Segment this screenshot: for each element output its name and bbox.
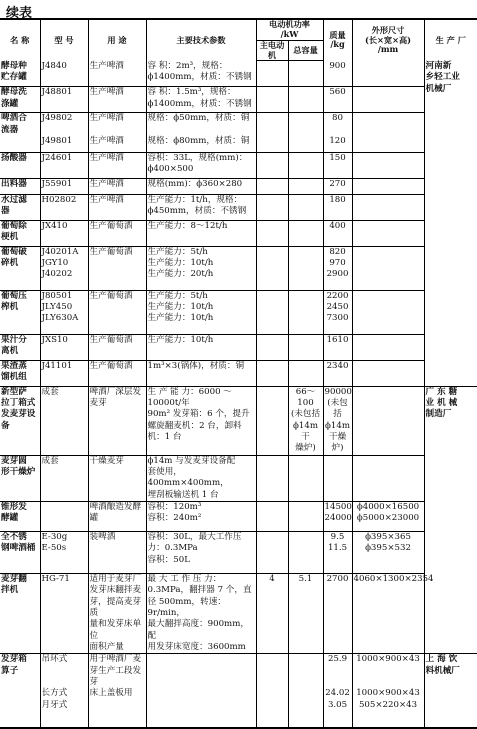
maker-cell: 上 海 饮 料机械厂	[424, 654, 477, 728]
table-row	[0, 152, 477, 178]
dims-cell	[352, 360, 424, 386]
mass-cell	[323, 455, 352, 501]
dims-cell	[352, 87, 424, 113]
dims-cell	[352, 194, 424, 220]
params-cell: 容 积：2m³，规格： ϕ1400mm，材质：不锈钢	[146, 61, 256, 87]
mass-cell: 150	[323, 152, 352, 178]
total-cell	[288, 360, 323, 386]
name-cell: 新型萨 拉丁箱式 发麦芽设 备	[0, 386, 40, 455]
table-row	[0, 113, 477, 136]
total-cell	[288, 654, 323, 728]
model-cell: J4840	[40, 61, 88, 87]
model-cell: JX410	[40, 220, 88, 246]
model-cell: J41101	[40, 360, 88, 386]
params-cell: 生产能力：5t/h 生产能力：10t/h 生产能力：10t/h	[146, 290, 256, 334]
name-cell: 果汁分 离机	[0, 334, 40, 360]
motor-cell	[256, 194, 288, 220]
total-cell	[288, 290, 323, 334]
params-cell: 容 积：1.5m³，规格： ϕ1400mm，材质：不锈钢	[146, 87, 256, 113]
total-cell	[288, 502, 323, 532]
model-cell: HG-71	[40, 574, 88, 654]
table-row	[0, 246, 477, 290]
model-cell: H02802	[40, 194, 88, 220]
mass-cell: 2700	[323, 574, 352, 654]
mass-cell: 400	[323, 220, 352, 246]
params-cell: 生产能力：8～12t/h	[146, 220, 256, 246]
name-cell: 酵母种 贮存罐	[1, 60, 27, 83]
params-cell: 1m³×3(锅体)，材质：铜	[146, 360, 256, 386]
name-cell: 全不锈 钢啤酒桶	[0, 532, 40, 574]
dims-cell: 1000×900×43 1000×900×43 505×220×43	[352, 654, 424, 728]
model-cell: J49801	[40, 136, 88, 152]
total-cell	[288, 532, 323, 574]
table-row	[0, 61, 477, 87]
name-cell: 葡萄压 榨机	[0, 290, 40, 334]
table-row	[0, 502, 477, 532]
dims-cell	[352, 334, 424, 360]
total-cell	[288, 246, 323, 290]
name-cell: 锥形发 酵罐	[0, 502, 40, 532]
table-row	[0, 574, 477, 654]
table-caption: 续表	[6, 6, 33, 21]
table-row	[0, 290, 477, 334]
use-cell: 生产啤酒	[88, 113, 146, 136]
motor-cell	[256, 654, 288, 728]
total-cell	[288, 61, 323, 87]
table-row	[0, 455, 477, 501]
total-cell	[288, 87, 323, 113]
mass-cell: 14500 24000	[323, 502, 352, 532]
dims-cell	[352, 136, 424, 152]
name-cell: 麦芽翻 拌机	[0, 574, 40, 654]
dims-cell	[352, 290, 424, 334]
params-cell: 生 产 能 力：6000 ～ 10000t/年 90m² 发芽箱：6 个，提升 螺旋翻麦机：2 台，卸料 机：1 台	[146, 386, 256, 455]
dims-cell	[352, 113, 424, 136]
table-row	[0, 654, 477, 728]
motor-cell	[256, 220, 288, 246]
model-cell: J48801	[40, 87, 88, 113]
mass-cell: 90000 (未包括 ϕ14m 干燥炉)	[324, 386, 352, 454]
model-cell: J49802	[40, 113, 88, 136]
mass-cell: 900	[323, 61, 352, 87]
mass-cell: 820 970 2900	[323, 246, 352, 290]
model-cell: E-30g E-50s	[40, 532, 88, 574]
use-cell: 啤酒厂深层发 麦芽	[88, 386, 146, 455]
model-cell: J24601	[40, 152, 88, 178]
dims-cell	[352, 152, 424, 178]
use-cell: 生产啤酒	[88, 152, 146, 178]
table-row	[0, 532, 477, 574]
equipment-table	[0, 18, 477, 729]
mass-cell: 180	[323, 194, 352, 220]
params-cell	[146, 654, 256, 728]
model-cell: JXS10	[40, 334, 88, 360]
params-cell: 生产能力：10t/h	[146, 334, 256, 360]
motor-cell	[256, 87, 288, 113]
params-cell: 生产能力：1t/h，规格： ϕ450mm，材质：不锈钢	[146, 194, 256, 220]
use-cell: 适用于麦芽厂 发芽床翻拌麦 芽，提高麦芽质 量和发芽床单位 面积产量	[88, 574, 146, 654]
use-cell: 装啤酒	[88, 532, 146, 574]
header-params: 主要技术参数	[146, 19, 256, 61]
motor-cell	[256, 290, 288, 334]
model-cell: 成套	[40, 386, 88, 455]
dims-cell	[352, 455, 424, 501]
dims-cell: ϕ4000×16500 ϕ5000×23000	[352, 502, 424, 532]
name-cell: 葡萄破 碎机	[0, 246, 40, 290]
use-cell: 生产啤酒	[88, 136, 146, 152]
table-row	[0, 220, 477, 246]
use-cell: 生产葡萄酒	[88, 334, 146, 360]
header-mass: 质量 /kg	[323, 19, 352, 61]
table-row	[0, 386, 477, 455]
total-cell	[288, 152, 323, 178]
motor-cell	[256, 455, 288, 501]
total-cell	[288, 220, 323, 246]
table-row	[0, 360, 477, 386]
name-cell	[0, 136, 40, 152]
mass-cell: 1610	[323, 334, 352, 360]
total-cell	[288, 136, 323, 152]
header-name: 名 称	[0, 19, 40, 61]
table-row	[0, 178, 477, 194]
motor-cell: 4	[256, 574, 288, 654]
params-cell: 最 大 工 作 压 力： 0.3MPa，翻拌器 7 个，直 径 500mm，转速：9r/min， 最大翻拌高度：900mm，配 用发芽床宽度：3600mm	[146, 574, 256, 654]
use-cell: 生产啤酒	[88, 61, 146, 87]
use-cell: 生产葡萄酒	[88, 220, 146, 246]
use-cell: 生产葡萄酒	[88, 246, 146, 290]
use-cell: 生产啤酒	[88, 194, 146, 220]
model-cell: J40201A JGY10 J40202	[40, 246, 88, 290]
mass-cell: 560	[323, 87, 352, 113]
motor-cell	[256, 113, 288, 136]
maker-cell: 广 东 糖 业 机 械 制造厂	[424, 386, 477, 654]
mass-cell: 120	[323, 136, 352, 152]
motor-cell	[256, 532, 288, 574]
mass-cell: 25.9 24.02 3.05	[323, 654, 352, 728]
use-cell: 生产葡萄酒	[88, 290, 146, 334]
total-cell: 66～100 (未包括 ϕ14m 干 燥炉)	[288, 386, 323, 455]
use-cell: 用于啤酒厂麦 芽生产工段发芽 床上盖板用	[88, 654, 146, 728]
total-cell	[288, 113, 323, 136]
mass-cell: 270	[323, 178, 352, 194]
name-cell: 出料器	[0, 178, 40, 194]
model-cell: J80501 JLY450 JLY630A	[40, 290, 88, 334]
dims-cell: ϕ395×365 ϕ395×532	[352, 532, 424, 574]
header-dims: 外形尺寸 (长×宽×高) /mm	[352, 19, 424, 61]
motor-cell	[256, 246, 288, 290]
mass-cell: 2200 2450 7300	[323, 290, 352, 334]
table-row	[0, 334, 477, 360]
total-cell	[288, 455, 323, 501]
params-cell: ϕ14m 与发麦芽设备配 套使用，400mm×400mm， 埋刮板输送机 1 台	[146, 455, 256, 501]
total-cell	[288, 194, 323, 220]
use-cell: 生产啤酒	[88, 178, 146, 194]
motor-cell	[256, 334, 288, 360]
name-cell: 扬酸器	[0, 152, 40, 178]
dims-cell	[352, 178, 424, 194]
header-model: 型 号	[40, 19, 88, 61]
motor-cell	[256, 178, 288, 194]
use-cell: 干燥麦芽	[88, 455, 146, 501]
params-cell: 规格：ϕ50mm，材质：铜	[146, 113, 256, 136]
table-row	[0, 194, 477, 220]
dims-cell	[352, 246, 424, 290]
total-cell: 5.1	[288, 574, 323, 654]
mass-cell: 2340	[323, 360, 352, 386]
params-cell: 生产能力：5t/h 生产能力：10t/h 生产能力：20t/h	[146, 246, 256, 290]
motor-cell	[256, 360, 288, 386]
total-cell	[288, 178, 323, 194]
header-power-motor: 主电动机	[256, 40, 288, 61]
motor-cell	[256, 502, 288, 532]
name-cell: 葡萄除 梗机	[0, 220, 40, 246]
params-cell: 规格(mm)：ϕ360×280	[146, 178, 256, 194]
mass-cell: 80	[323, 113, 352, 136]
use-cell: 生产啤酒	[88, 87, 146, 113]
use-cell: 啤酒酿造发酵 罐	[88, 502, 146, 532]
name-cell: 水过滤 器	[0, 194, 40, 220]
motor-cell	[256, 61, 288, 87]
name-cell: 果渣蒸 馏机组	[0, 360, 40, 386]
dims-cell: 4060×1300×2354	[352, 574, 424, 654]
dims-cell	[352, 386, 424, 455]
use-cell: 生产葡萄酒	[88, 360, 146, 386]
motor-cell	[256, 152, 288, 178]
name-cell: 啤酒合 流器	[0, 113, 40, 136]
name-cell: 酵母洗 涤罐	[0, 87, 40, 113]
table-body	[0, 61, 477, 728]
header-power: 电动机功率 /kW	[256, 19, 323, 40]
header-use: 用 途	[88, 19, 146, 61]
params-cell: 容积：30L，最大工作压 力：0.3MPa 容积：50L	[146, 532, 256, 574]
mass-cell: 9.5 11.5	[323, 532, 352, 574]
params-cell: 容积：120m³ 容积：240m²	[146, 502, 256, 532]
maker-cell: 河南新 乡轻工业 机械厂	[424, 61, 477, 386]
total-cell	[288, 334, 323, 360]
model-cell	[40, 502, 88, 532]
table-row	[0, 87, 477, 113]
table-row	[0, 136, 477, 152]
model-cell: J55901	[40, 178, 88, 194]
motor-cell	[256, 386, 288, 455]
model-cell: 吊环式 长方式 月牙式	[40, 654, 88, 728]
model-cell: 成套	[40, 455, 88, 501]
params-cell: 规格：ϕ80mm，材质：铜	[146, 136, 256, 152]
name-cell: 麦芽圆 形干燥炉	[0, 455, 40, 501]
name-cell: 发芽箱 算子	[0, 654, 40, 728]
motor-cell	[256, 136, 288, 152]
dims-cell	[352, 61, 424, 87]
header-power-total: 总容量	[288, 40, 323, 61]
dims-cell	[352, 220, 424, 246]
header-maker: 生 产 厂	[424, 19, 477, 61]
params-cell: 容积：33L，规格(mm)： ϕ400×500	[146, 152, 256, 178]
